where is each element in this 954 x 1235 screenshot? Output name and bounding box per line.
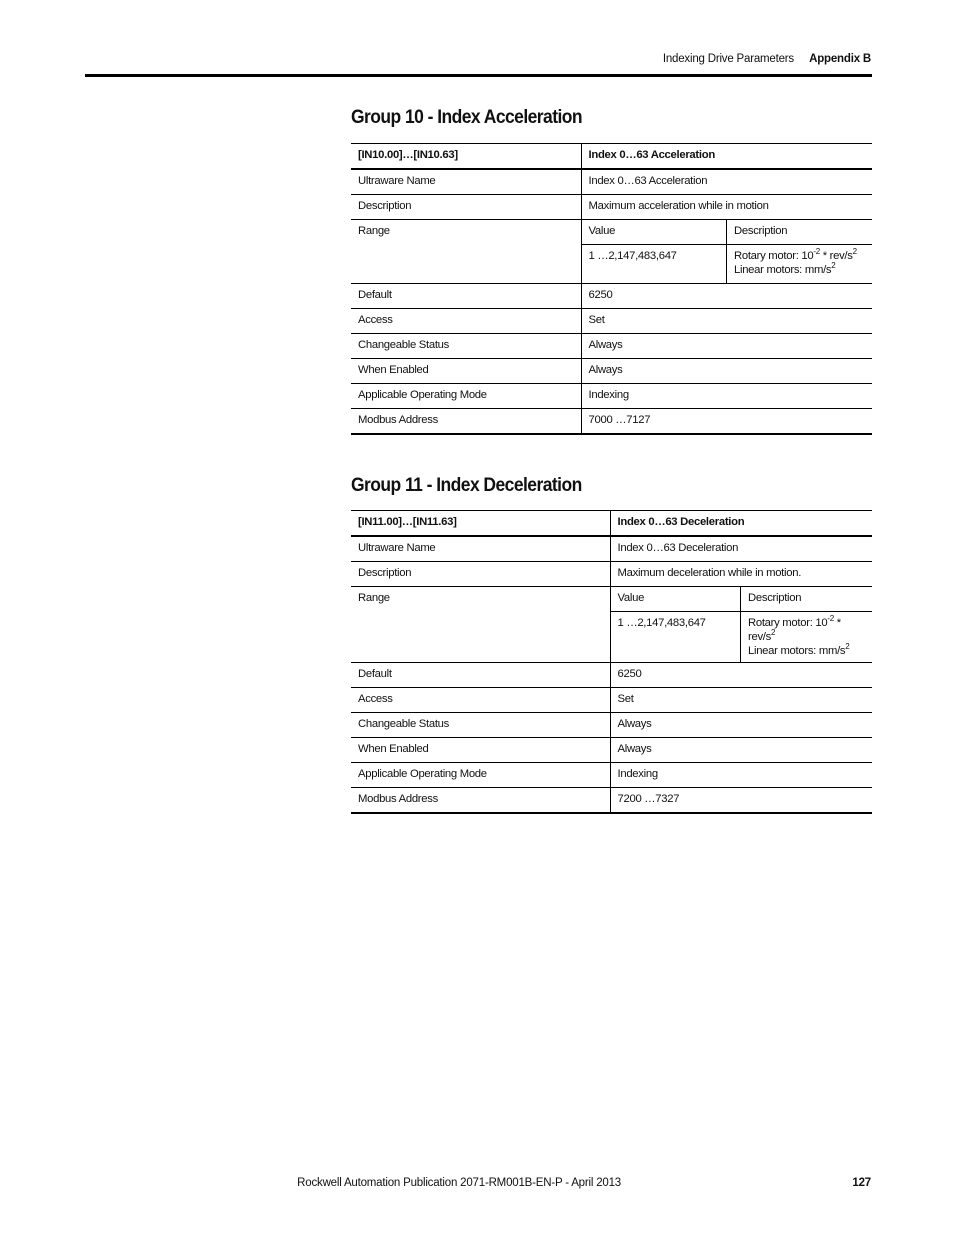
range-label: Range [351,220,581,284]
table-row [351,663,872,688]
range-subtable [582,220,873,283]
table-row [351,536,872,562]
changeable-value: Always [610,713,872,738]
changeable-value: Always [581,334,872,359]
mode-label: Applicable Operating Mode [351,763,610,788]
changeable-label: Changeable Status [351,334,581,359]
range-subtable-cell [610,587,872,663]
mode-value: Indexing [581,384,872,409]
range-linear-exp: 2 [845,642,850,652]
table-row [351,713,872,738]
description-value: Maximum acceleration while in motion [581,195,872,220]
header-rule [85,74,872,77]
range-subtable-cell [581,220,872,284]
default-value: 6250 [610,663,872,688]
modbus-value: 7200 …7327 [610,788,872,814]
range-rotary-exp: -2 [827,614,834,624]
modbus-label: Modbus Address [351,788,610,814]
table-row [351,562,872,587]
range-rotary-unit: * rev/s [819,250,853,262]
description-value: Maximum deceleration while in motion. [610,562,872,587]
access-value: Set [581,309,872,334]
ultraware-label: Ultraware Name [351,536,610,562]
table-row [351,195,872,220]
default-label: Default [351,284,581,309]
table-row [351,359,872,384]
table-row [351,144,872,170]
range-value-header: Value [611,587,741,612]
range-value: 1 …2,147,483,647 [611,612,741,663]
range-units [741,612,873,663]
range-desc-header: Description [734,225,788,237]
default-label: Default [351,663,610,688]
modbus-value: 7000 …7127 [581,409,872,435]
param-id: [IN10.00]…[IN10.63] [351,144,581,170]
table-row [351,688,872,713]
table-row [351,220,872,284]
table-row [351,511,872,537]
when-enabled-value: Always [610,738,872,763]
table-row [351,587,872,663]
group-11-title: Group 11 - Index Deceleration [351,475,582,496]
param-name: Index 0…63 Acceleration [581,144,872,170]
range-linear: Linear motors: mm/s [734,264,832,276]
range-rotary-unit-exp: 2 [852,247,857,257]
modbus-label: Modbus Address [351,409,581,435]
when-enabled-value: Always [581,359,872,384]
range-linear-exp: 2 [831,261,836,271]
table-row [351,334,872,359]
header-section-title: Indexing Drive Parameters [662,53,794,65]
range-rotary: Rotary motor: 10 [734,250,814,262]
range-rotary-unit-exp: 2 [770,628,776,638]
ultraware-label: Ultraware Name [351,169,581,195]
access-label: Access [351,688,610,713]
footer-publication: Rockwell Automation Publication 2071-RM001B-EN-P - April 2013 [297,1177,621,1189]
table-row [351,169,872,195]
changeable-label: Changeable Status [351,713,610,738]
range-value: 1 …2,147,483,647 [582,245,727,284]
when-enabled-label: When Enabled [351,738,610,763]
range-rotary-unit: * rev/s [748,617,841,643]
group-10-title: Group 10 - Index Acceleration [351,107,583,128]
description-label: Description [351,562,610,587]
ultraware-value: Index 0…63 Acceleration [581,169,872,195]
table-row [351,309,872,334]
range-rotary-exp: -2 [813,247,820,257]
when-enabled-label: When Enabled [351,359,581,384]
mode-value: Indexing [610,763,872,788]
description-label: Description [351,195,581,220]
page-number: 127 [852,1177,871,1189]
header-appendix: Appendix B [809,53,871,65]
table-row [351,384,872,409]
range-label: Range [351,587,610,663]
range-linear: Linear motors: mm/s [748,645,846,657]
mode-label: Applicable Operating Mode [351,384,581,409]
param-id: [IN11.00]…[IN11.63] [351,511,610,537]
table-row [351,284,872,309]
group-10-table [351,143,872,435]
range-units [727,245,873,284]
range-value-header: Value [582,220,727,245]
range-subtable [611,587,873,662]
table-row [351,738,872,763]
access-label: Access [351,309,581,334]
group-11-table [351,510,872,814]
table-row [351,763,872,788]
table-row [351,788,872,814]
range-desc-header: Description [748,592,802,604]
range-rotary: Rotary motor: 10 [748,617,828,629]
ultraware-value: Index 0…63 Deceleration [610,536,872,562]
access-value: Set [610,688,872,713]
param-name: Index 0…63 Deceleration [610,511,872,537]
table-row [351,409,872,435]
default-value: 6250 [581,284,872,309]
